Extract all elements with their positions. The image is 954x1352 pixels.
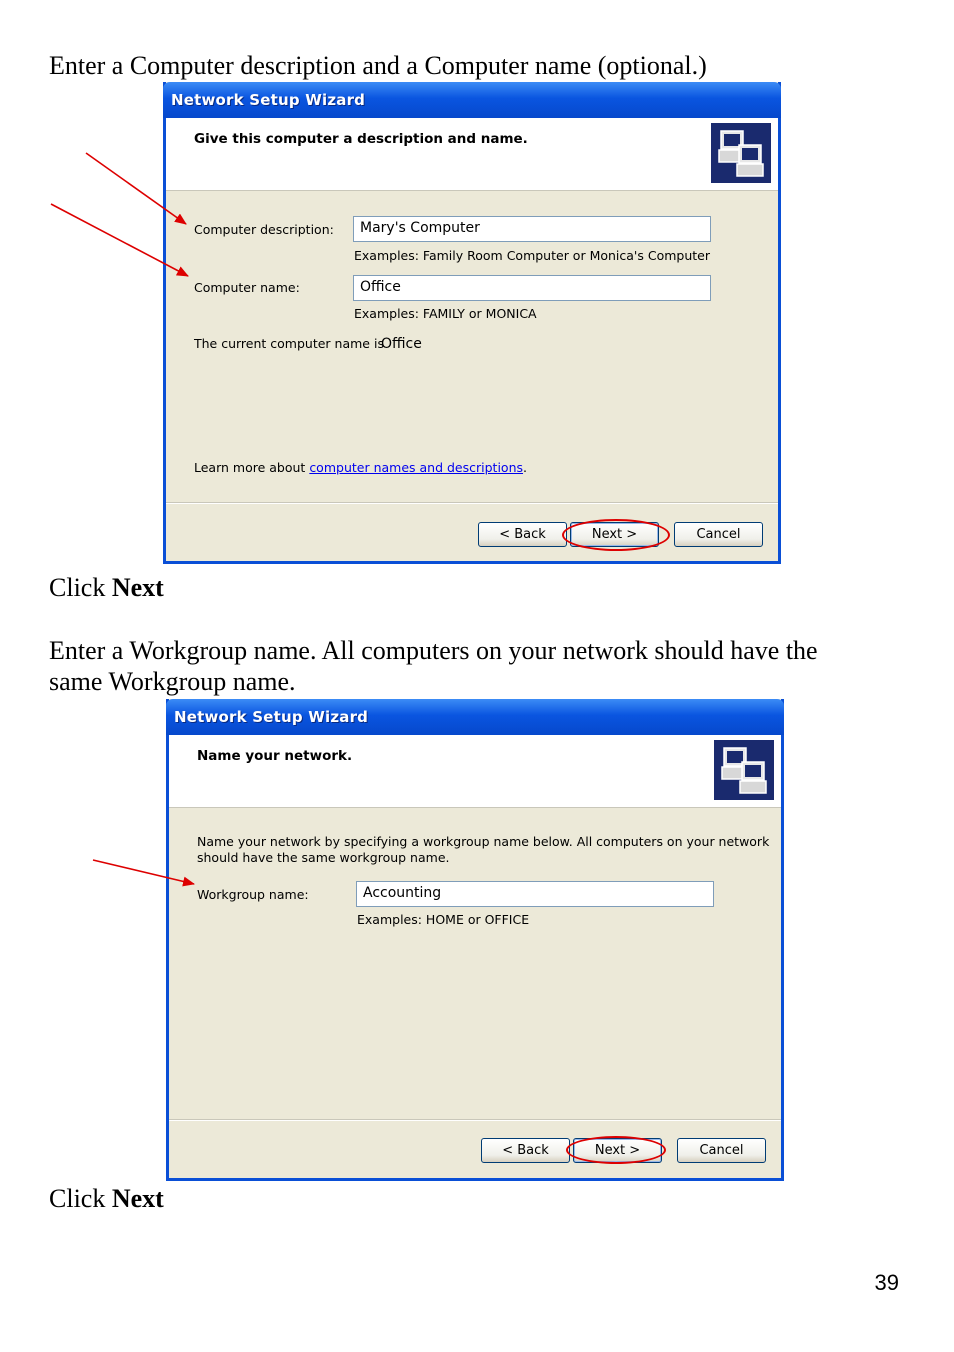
wizard2-title: Network Setup Wizard [174, 708, 369, 726]
wizard2-header [169, 735, 781, 808]
instruction-step2-line1: Enter a Workgroup name. All computers on your network should have the [49, 636, 818, 665]
current-name-value: Office [381, 336, 422, 352]
cancel-button[interactable]: Cancel [674, 522, 763, 547]
computer-name-input[interactable]: Office [353, 275, 711, 301]
click-prefix-1: Click [49, 573, 106, 602]
wizard1-header [166, 118, 778, 191]
click-bold-2: Next [111, 1184, 164, 1213]
workgroup-intro-line2: should have the same workgroup name. [197, 850, 450, 865]
computer-description-examples: Examples: Family Room Computer or Monica's Computer [354, 248, 710, 263]
click-bold-1: Next [111, 573, 164, 602]
wizard1-header-title: Give this computer a description and name. [194, 131, 528, 147]
workgroup-name-input[interactable]: Accounting [356, 881, 714, 907]
workgroup-intro-line1: Name your network by specifying a workgroup name below. All computers on your network [197, 834, 770, 849]
workgroup-name-examples: Examples: HOME or OFFICE [357, 912, 530, 927]
current-name-label: The current computer name is [194, 336, 384, 351]
next-button[interactable]: Next > [570, 522, 659, 547]
computer-name-label: Computer name: [194, 280, 300, 295]
wizard1-divider [166, 502, 778, 504]
next-button[interactable]: Next > [573, 1138, 662, 1163]
back-button[interactable]: < Back [481, 1138, 570, 1163]
computer-name-examples: Examples: FAMILY or MONICA [354, 306, 537, 321]
wizard2-header-title: Name your network. [197, 748, 353, 764]
back-button[interactable]: < Back [478, 522, 567, 547]
computer-description-label: Computer description: [194, 222, 334, 237]
page-number: 39 [874, 1270, 899, 1295]
learn-more-suffix: . [523, 460, 527, 475]
wizard2-titlebar[interactable] [166, 699, 784, 735]
network-computers-icon [714, 740, 774, 800]
learn-more-prefix: Learn more about [194, 460, 306, 475]
computer-names-link[interactable]: computer names and descriptions [309, 460, 524, 475]
instruction-step1: Enter a Computer description and a Computer name (optional.) [49, 51, 707, 80]
wizard1-titlebar[interactable] [163, 82, 781, 118]
instruction-step2-line2: same Workgroup name. [49, 667, 296, 696]
learn-more-text [194, 460, 527, 475]
wizard1-title: Network Setup Wizard [171, 91, 366, 109]
network-computers-icon [711, 123, 771, 183]
wizard2-divider [169, 1119, 781, 1121]
click-prefix-2: Click [49, 1184, 106, 1213]
computer-description-input[interactable]: Mary's Computer [353, 216, 711, 242]
cancel-button[interactable]: Cancel [677, 1138, 766, 1163]
click-next-2 [49, 1183, 164, 1214]
wizard-computer-name [163, 82, 781, 564]
click-next-1 [49, 572, 164, 603]
workgroup-name-label: Workgroup name: [197, 887, 309, 902]
wizard-workgroup [166, 699, 784, 1181]
